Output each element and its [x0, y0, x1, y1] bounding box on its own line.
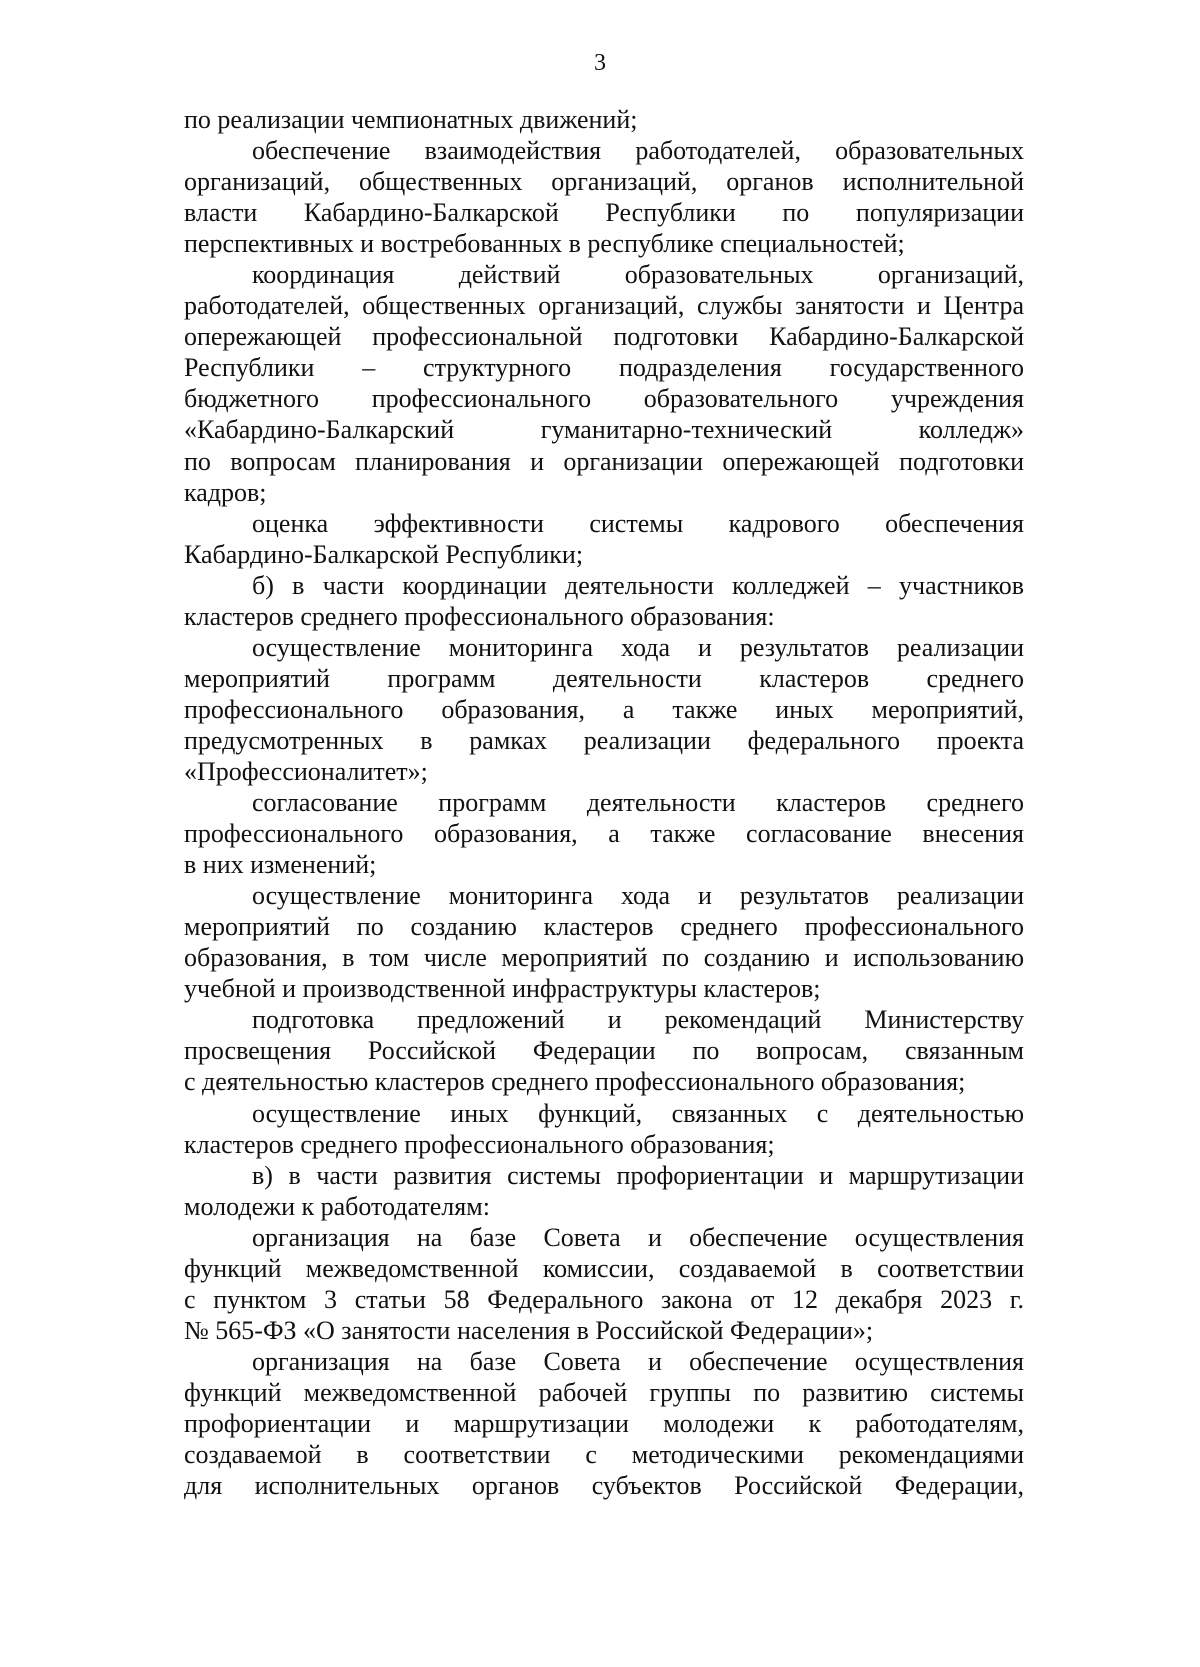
text-line: с деятельностью кластеров среднего профессионального образования;: [184, 1067, 966, 1097]
text-line: мероприятий по созданию кластеров среднего профессионального: [184, 912, 1024, 942]
text-line: кластеров среднего профессионального образования:: [184, 601, 775, 631]
paragraph-first-line: подготовка предложений и рекомендаций Министерству: [252, 1005, 1024, 1035]
text-line: молодежи к работодателям:: [184, 1191, 490, 1221]
paragraph-first-line: согласование программ деятельности кластеров среднего: [252, 788, 1024, 818]
paragraph-first-line: осуществление иных функций, связанных с деятельностью: [252, 1098, 1024, 1128]
document-body: [184, 104, 1024, 1501]
text-line: для исполнительных органов субъектов Российской Федерации,: [184, 1471, 1024, 1501]
text-line: профессионального образования, а также согласование внесения: [184, 819, 1024, 849]
paragraph-first-line: осуществление мониторинга хода и результатов реализации: [252, 632, 1024, 662]
text-line: «Кабардино-Балкарский гуманитарно-технический колледж»: [184, 415, 1024, 445]
paragraph-first-line: организация на базе Совета и обеспечение осуществления: [252, 1222, 1024, 1252]
text-line: в них изменений;: [184, 850, 377, 880]
text-line: кластеров среднего профессионального образования;: [184, 1129, 775, 1159]
paragraph-first-line: организация на базе Совета и обеспечение осуществления: [252, 1346, 1024, 1376]
text-line: с пунктом 3 статьи 58 Федерального закона от 12 декабря 2023 г.: [184, 1284, 1024, 1314]
text-line: по вопросам планирования и организации опережающей подготовки: [184, 446, 1024, 476]
text-line: опережающей профессиональной подготовки Кабардино-Балкарской: [184, 322, 1024, 352]
text-line: мероприятий программ деятельности кластеров среднего: [184, 663, 1024, 693]
text-line: «Профессионалитет»;: [184, 756, 428, 786]
text-line: работодателей, общественных организаций, службы занятости и Центра: [184, 291, 1024, 321]
text-line: образования, в том числе мероприятий по созданию и использованию: [184, 943, 1024, 973]
text-line: просвещения Российской Федерации по вопросам, связанным: [184, 1036, 1024, 1066]
text-line: учебной и производственной инфраструктуры кластеров;: [184, 974, 821, 1004]
paragraph-first-line: б) в части координации деятельности колледжей – участников: [252, 570, 1024, 600]
text-line: организаций, общественных организаций, органов исполнительной: [184, 167, 1024, 197]
paragraph-first-line: оценка эффективности системы кадрового обеспечения: [252, 508, 1024, 538]
text-line: профессионального образования, а также иных мероприятий,: [184, 694, 1024, 724]
text-line: бюджетного профессионального образовательного учреждения: [184, 384, 1024, 414]
paragraph-first-line: обеспечение взаимодействия работодателей, образовательных: [252, 136, 1024, 166]
text-line: Республики – структурного подразделения государственного: [184, 353, 1024, 383]
text-line: по реализации чемпионатных движений;: [184, 105, 638, 134]
text-line: перспективных и востребованных в республике специальностей;: [184, 229, 905, 259]
text-line: предусмотренных в рамках реализации федерального проекта: [184, 725, 1024, 755]
text-line: создаваемой в соответствии с методическими рекомендациями: [184, 1440, 1024, 1470]
text-line: функций межведомственной рабочей группы по развитию системы: [184, 1377, 1024, 1407]
text-line: кадров;: [184, 477, 267, 507]
text-line: функций межведомственной комиссии, создаваемой в соответствии: [184, 1253, 1024, 1283]
page-number: 3: [594, 50, 606, 76]
text-line: Кабардино-Балкарской Республики;: [184, 539, 584, 569]
text-line: власти Кабардино-Балкарской Республики по популяризации: [184, 198, 1024, 228]
text-line: профориентации и маршрутизации молодежи к работодателям,: [184, 1408, 1024, 1438]
paragraph-first-line: координация действий образовательных организаций,: [252, 260, 1024, 290]
paragraph-first-line: в) в части развития системы профориентации и маршрутизации: [252, 1160, 1024, 1190]
paragraph-first-line: осуществление мониторинга хода и результатов реализации: [252, 881, 1024, 911]
text-line: № 565-ФЗ «О занятости населения в Российской Федерации»;: [184, 1315, 874, 1345]
